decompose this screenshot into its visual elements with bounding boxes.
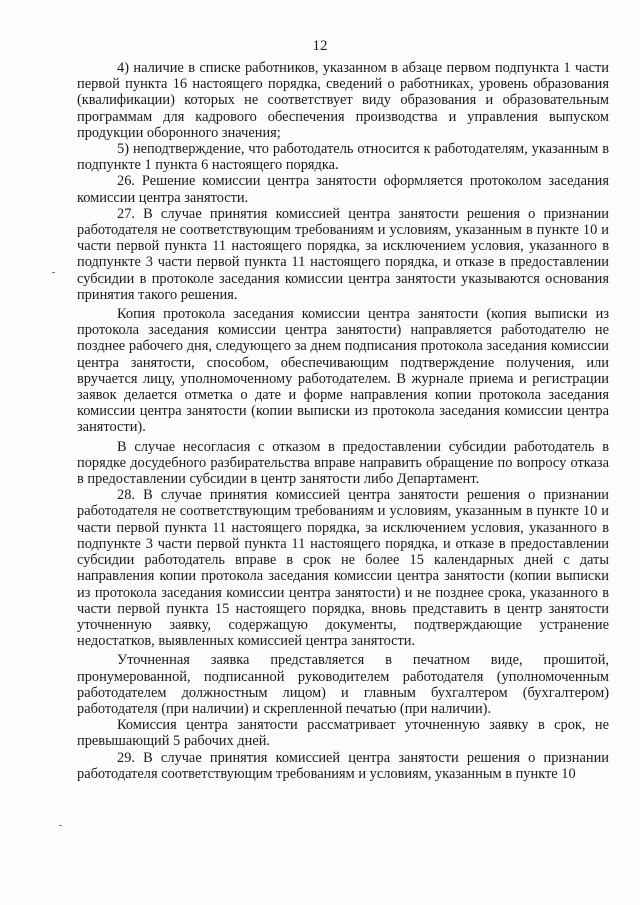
paragraph: 26. Решение комиссии центра занятости оформляется протоколом заседания комиссии центра занятости. — [77, 173, 609, 206]
document-body — [77, 60, 609, 782]
paragraph: 27. В случае принятия комиссией центра занятости решения о признании работодателя не соответствующим требованиям и условиям, указанным в пункте 10 и части первой пункта 11 настоящего порядка, за исключением условия, указанного в подпункте 3 части первой пункта 11 настоящего порядка, и отказе в предоставлении субсидии в протоколе заседания комиссии центра занятости указываются основания принятия такого решения. — [77, 205, 609, 303]
scan-artifact — [52, 272, 55, 273]
scan-artifact — [59, 825, 62, 826]
paragraph: Комиссия центра занятости рассматривает уточненную заявку в срок, не превышающий 5 рабочих дней. — [77, 717, 609, 750]
paragraph: 4) наличие в списке работников, указанном в абзаце первом подпункта 1 части первой пункта 16 настоящего порядка, сведений о работниках, уровень образования (квалификации) которых не соответствует виду образования и образовательным программам для кадрового обеспечения производства и управления выпуском продукции оборонного значения; — [77, 60, 609, 141]
paragraph: 28. В случае принятия комиссией центра занятости решения о признании работодателя не соответствующим требованиям и условиям, указанным в пункте 10 и части первой пункта 11 настоящего порядка, за исключением условия, указанного в подпункте 3 части первой пункта 11 настоящего порядка, и отказе в предоставлении субсидии работодатель вправе в срок не более 15 календарных дней с даты направления копии протокола заседания комиссии центра занятости (копии выписки из протокола заседания комиссии центра занятости) и не позднее срока, указанного в части первой пункта 15 настоящего порядка, вновь представить в центр занятости уточненную заявку, содержащую документы, подтверждающие устранение недостатков, выявленных комиссией центра занятости. — [77, 487, 609, 650]
paragraph: В случае несогласия с отказом в предоставлении субсидии работодатель в порядке досудебного разбирательства вправе направить обращение по вопросу отказа в предоставлении субсидии в центр занятости либо Департамент. — [77, 438, 609, 488]
paragraph: Уточненная заявка представляется в печатном виде, прошитой, пронумерованной, подписанной руководителем работодателя (уполномоченным работодателем должностным лицом) и главным бухгалтером (бухгалтером) работодателя (при наличии) и скрепленной печатью (при наличии). — [77, 652, 609, 717]
paragraph: 5) неподтверждение, что работодатель относится к работодателям, указанным в подпункте 1 пункта 6 настоящего порядка. — [77, 141, 609, 174]
paragraph: 29. В случае принятия комиссией центра занятости решения о признании работодателя соответствующим требованиям и условиям, указанным в пункте 10 — [77, 749, 609, 782]
page-number: 12 — [312, 38, 328, 54]
paragraph: Копия протокола заседания комиссии центра занятости (копия выписки из протокола заседания комиссии центра занятости) направляется работодателю не позднее рабочего дня, следующего за днем подписания протокола заседания комиссии центра занятости, способом, обеспечивающим подтверждение получения, или вручается лицу, уполномоченному работодателем. В журнале приема и регистрации заявок делается отметка о дате и форме направления копии протокола заседания комиссии центра занятости (копии выписки из протокола заседания комиссии центра занятости). — [77, 306, 609, 436]
